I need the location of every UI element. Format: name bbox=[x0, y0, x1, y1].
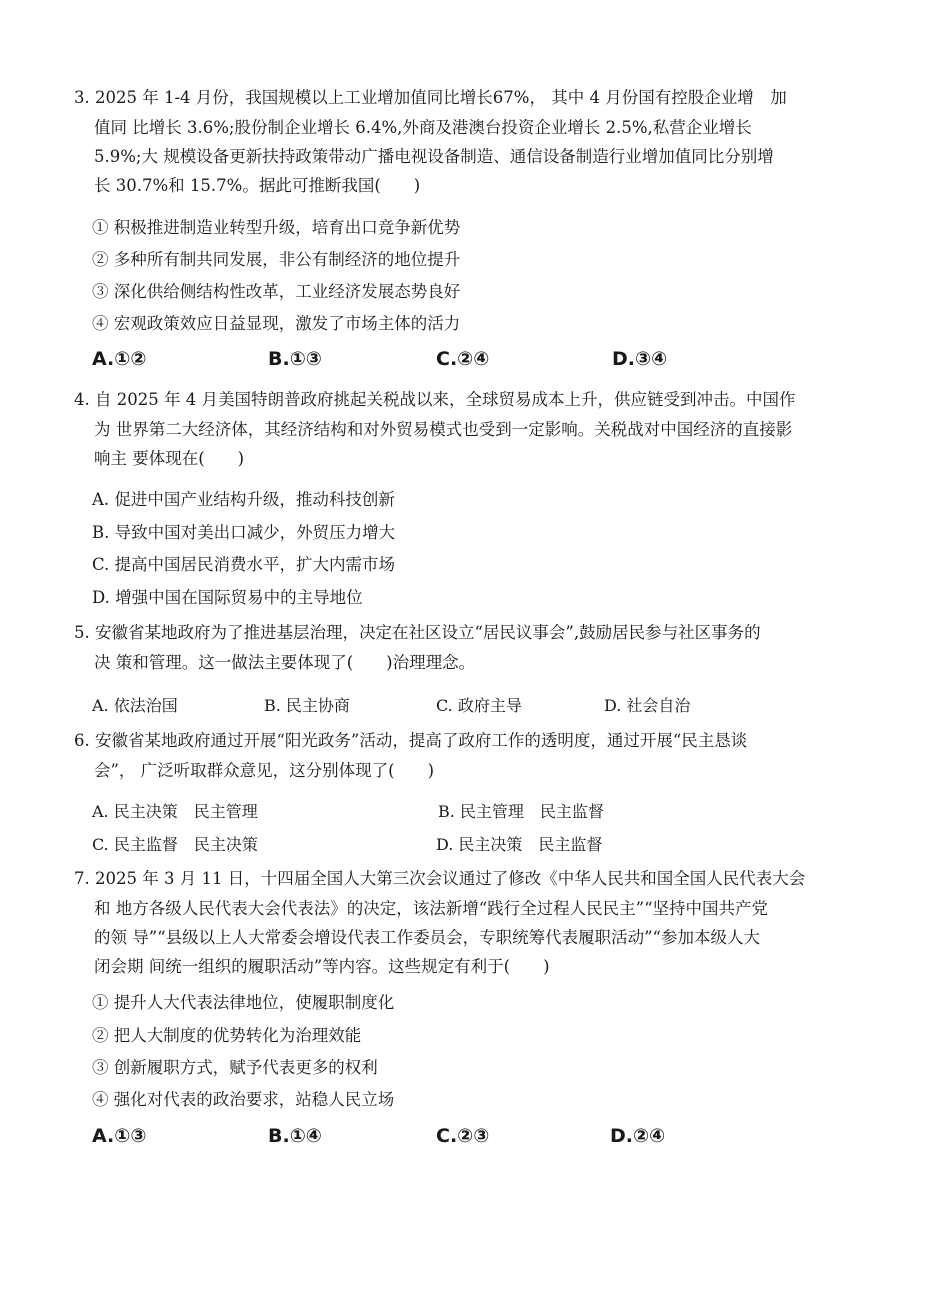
choice-a[interactable]: A.①③ bbox=[92, 1125, 147, 1147]
question-stem-line: 的领 导”“县级以上人大常委会增设代表工作委员会，专职统筹代表履职活动”“参加本级人大 bbox=[94, 928, 760, 947]
option-d[interactable]: D. 社会自治 bbox=[604, 696, 691, 715]
question-stem-line: 5. 安徽省某地政府为了推进基层治理，决定在社区设立“居民议事会”,鼓励居民参与社区事务的 bbox=[74, 623, 761, 642]
statement-item: ② 多种所有制共同发展，非公有制经济的地位提升 bbox=[92, 250, 461, 269]
question-stem-line: 会”， 广泛听取群众意见，这分别体现了( ) bbox=[94, 761, 435, 780]
option-d[interactable]: D. 民主决策 民主监督 bbox=[436, 835, 603, 854]
question-stem-line: 值同 比增长 3.6%;股份制企业增长 6.4%,外商及港澳台投资企业增长 2.5%,私营企业增长 bbox=[94, 118, 752, 137]
question-stem-line: 为 世界第二大经济体，其经济结构和对外贸易模式也受到一定影响。关税战对中国经济的直接影 bbox=[94, 420, 793, 439]
question-stem-line: 长 30.7%和 15.7%。据此可推断我国( ) bbox=[94, 176, 421, 195]
question-stem-line: 6. 安徽省某地政府通过开展“阳光政务”活动，提高了政府工作的透明度，通过开展“民主恳谈 bbox=[74, 731, 748, 750]
option-c[interactable]: C. 提高中国居民消费水平，扩大内需市场 bbox=[92, 555, 396, 574]
option-a[interactable]: A. 民主决策 民主管理 bbox=[92, 802, 258, 821]
statement-item: ① 积极推进制造业转型升级，培育出口竞争新优势 bbox=[92, 218, 461, 237]
choice-c[interactable]: C.②③ bbox=[436, 1125, 490, 1147]
option-b[interactable]: B. 民主管理 民主监督 bbox=[438, 802, 604, 821]
option-a[interactable]: A. 依法治国 bbox=[92, 696, 178, 715]
statement-item: ② 把人大制度的优势转化为治理效能 bbox=[92, 1026, 362, 1045]
option-d[interactable]: D. 增强中国在国际贸易中的主导地位 bbox=[92, 588, 363, 607]
question-stem-line: 决 策和管理。这一做法主要体现了( )治理理念。 bbox=[94, 653, 476, 672]
choice-d[interactable]: D.③④ bbox=[612, 348, 668, 370]
question-stem-line: 7. 2025 年 3 月 11 日，十四届全国人大第三次会议通过了修改《中华人民共和国全国人民代表大会 bbox=[74, 869, 806, 888]
choice-b[interactable]: B.①④ bbox=[268, 1125, 322, 1147]
choice-a[interactable]: A.①② bbox=[92, 348, 147, 370]
option-b[interactable]: B. 民主协商 bbox=[264, 696, 350, 715]
question-stem-line: 4. 自 2025 年 4 月美国特朗普政府挑起关税战以来，全球贸易成本上升，供应链受到冲击。中国作 bbox=[74, 390, 796, 409]
statement-item: ③ 创新履职方式，赋予代表更多的权利 bbox=[92, 1058, 378, 1077]
option-c[interactable]: C. 政府主导 bbox=[436, 696, 522, 715]
choice-b[interactable]: B.①③ bbox=[268, 348, 322, 370]
question-stem-line: 5.9%;大 规模设备更新扶持政策带动广播电视设备制造、通信设备制造行业增加值同比分别增 bbox=[94, 147, 774, 166]
statement-item: ④ 强化对代表的政治要求，站稳人民立场 bbox=[92, 1090, 395, 1109]
question-stem-line: 3. 2025 年 1-4 月份，我国规模以上工业增加值同比增长67%， 其中 4 月份国有控股企业增 加 bbox=[74, 88, 787, 107]
statement-item: ③ 深化供给侧结构性改革，工业经济发展态势良好 bbox=[92, 282, 461, 301]
option-b[interactable]: B. 导致中国对美出口减少，外贸压力增大 bbox=[92, 523, 396, 542]
choice-row bbox=[92, 348, 882, 374]
question-stem-line: 闭会期 间统一组织的履职活动”等内容。这些规定有利于( ) bbox=[94, 957, 550, 976]
statement-item: ① 提升人大代表法律地位，使履职制度化 bbox=[92, 993, 395, 1012]
choice-d[interactable]: D.②④ bbox=[610, 1125, 666, 1147]
question-stem-line: 响主 要体现在( ) bbox=[94, 449, 245, 468]
statement-item: ④ 宏观政策效应日益显现，激发了市场主体的活力 bbox=[92, 314, 461, 333]
option-c[interactable]: C. 民主监督 民主决策 bbox=[92, 835, 258, 854]
question-stem-line: 和 地方各级人民代表大会代表法》的决定，该法新增“践行全过程人民民主”“坚持中国共产党 bbox=[94, 899, 769, 918]
choice-row bbox=[92, 1125, 882, 1151]
option-a[interactable]: A. 促进中国产业结构升级，推动科技创新 bbox=[92, 490, 395, 509]
choice-c[interactable]: C.②④ bbox=[436, 348, 490, 370]
